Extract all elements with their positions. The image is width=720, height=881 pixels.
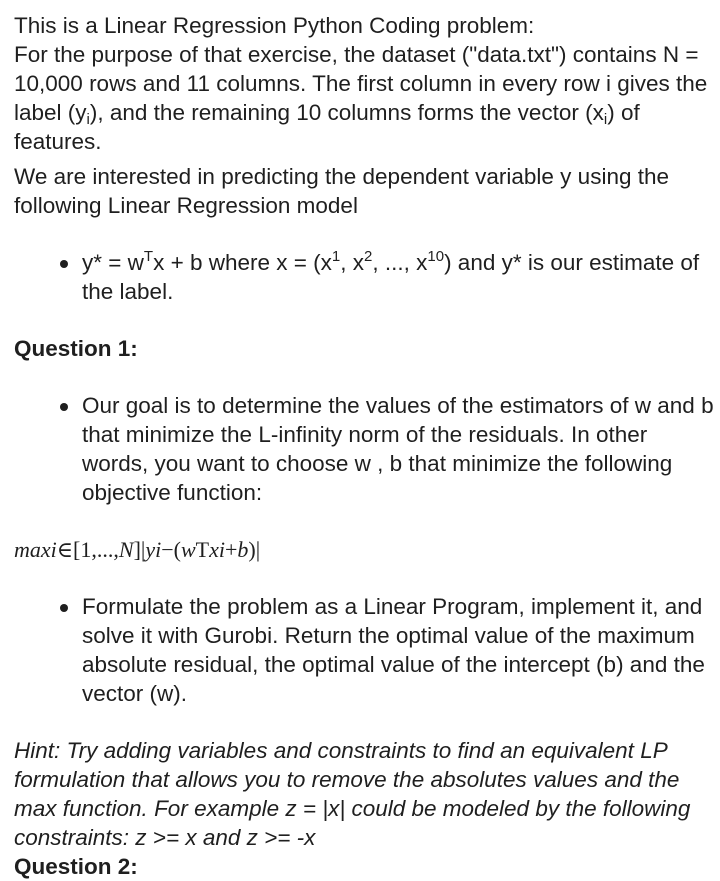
model-bullet: $y* = w^Tx + b$ where $x = (x^1$, $x^2$, ..., $x^{10}$) and y* is our estimate of the label. bbox=[14, 248, 714, 306]
question-1-heading: Question 1: bbox=[14, 336, 138, 361]
model-list bbox=[14, 248, 714, 306]
question-1-list-a bbox=[14, 391, 714, 507]
hint-paragraph: Hint: Try adding variables and constraints to find an equivalent LP formulation that allows you to remove the absolutes values and the max function. For example z = |x| could be modeled by the following constraints: z >= x and z >= -x bbox=[14, 738, 691, 850]
objective-formula: maxi∈[1,...,N]|yi−(wTxi+b)| bbox=[14, 537, 261, 562]
problem-document bbox=[14, 11, 714, 879]
question-2-heading: Question 2: bbox=[14, 854, 138, 879]
dataset-description: For the purpose of that exercise, the dataset ("data.txt") contains N = 10,000 rows and 11 columns. The first column in every row i gives the label $(y_i)$, and the remaining 10 columns forms the vector $(x_i)$ of features. bbox=[14, 42, 708, 154]
next-heading-clipped bbox=[14, 852, 714, 879]
model-intro: We are interested in predicting the dependent variable y using the following Linear Regression model bbox=[14, 164, 670, 218]
objective-bullet: Our goal is to determine the values of the estimators of w and b that minimize the L-infinity norm of the residuals. In other words, you want to choose w , b that minimize the following objective function: bbox=[14, 391, 714, 507]
intro-title: This is a Linear Regression Python Coding problem: bbox=[14, 13, 535, 38]
question-1-list-b bbox=[14, 592, 714, 708]
formulation-bullet: Formulate the problem as a Linear Program, implement it, and solve it with Gurobi. Return the optimal value of the maximum absolute residual, the optimal value of the intercept (b) and the vector (w). bbox=[14, 592, 714, 708]
